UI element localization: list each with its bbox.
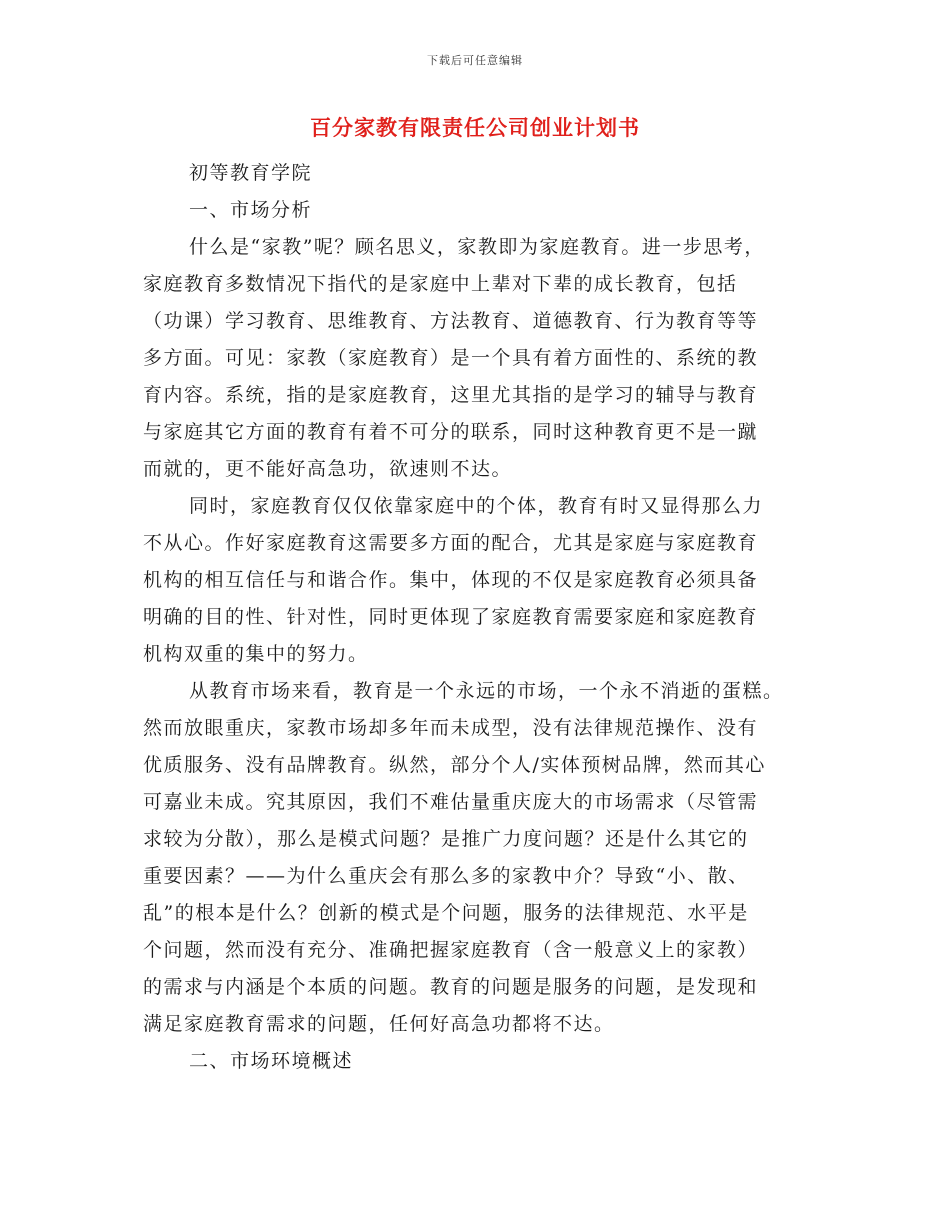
text-line: 从教育市场来看，教育是一个永远的市场，一个永不消逝的蛋糕。: [189, 680, 784, 702]
text-line: 二、市场环境概述: [189, 1050, 354, 1072]
text-line: 可嘉业未成。究其原因，我们不难估量重庆庞大的市场需求（尽管需: [143, 791, 759, 813]
text-line: 然而放眼重庆，家教市场却多年而未成型，没有法律规范操作、没有: [143, 717, 759, 739]
text-line: 育内容。系统，指的是家庭教育，这里尤其指的是学习的辅导与教育: [143, 384, 759, 406]
text-line: 优质服务、没有品牌教育。纵然，部分个人/实体预树品牌，然而其心: [143, 754, 766, 776]
text-line: 而就的，更不能好高急功，欲速则不达。: [143, 458, 513, 480]
page-header-note: 下载后可任意编辑: [427, 54, 523, 67]
text-line: 初等教育学院: [189, 162, 313, 184]
text-line: 一、市场分析: [189, 199, 313, 221]
text-line: 的需求与内涵是个本质的问题。教育的问题是服务的问题，是发现和: [143, 976, 759, 998]
text-line: 机构的相互信任与和谐合作。集中，体现的不仅是家庭教育必须具备: [143, 569, 759, 591]
text-line: 求较为分散），那么是模式问题？是推广力度问题？还是什么其它的: [143, 828, 749, 850]
text-line: 明确的目的性、针对性，同时更体现了家庭教育需要家庭和家庭教育: [143, 606, 759, 628]
text-line: 机构双重的集中的努力。: [143, 643, 369, 665]
text-line: 不从心。作好家庭教育这需要多方面的配合，尤其是家庭与家庭教育: [143, 532, 759, 554]
text-line: 个问题，然而没有充分、准确把握家庭教育（含一般意义上的家教）: [143, 939, 759, 961]
text-line: 家庭教育多数情况下指代的是家庭中上辈对下辈的成长教育，包括: [143, 273, 738, 295]
document-title: 百分家教有限责任公司创业计划书: [310, 115, 640, 140]
text-line: 同时，家庭教育仅仅依靠家庭中的个体，教育有时又显得那么力: [189, 495, 764, 517]
text-line: 多方面。可见：家教（家庭教育）是一个具有着方面性的、系统的教: [143, 347, 759, 369]
text-line: 与家庭其它方面的教育有着不可分的联系，同时这种教育更不是一蹴: [143, 421, 759, 443]
text-line: 什么是“家教”呢？顾名思义，家教即为家庭教育。进一步思考，: [189, 236, 765, 258]
text-line: 满足家庭教育需求的问题，任何好高急功都将不达。: [143, 1013, 615, 1035]
text-line: 重要因素？——为什么重庆会有那么多的家教中介？导致“小、散、: [143, 865, 749, 887]
text-line: （功课）学习教育、思维教育、方法教育、道德教育、行为教育等等: [143, 310, 759, 332]
document-body: [143, 155, 815, 1080]
text-line: 乱”的根本是什么？创新的模式是个问题，服务的法律规范、水平是: [143, 902, 749, 924]
